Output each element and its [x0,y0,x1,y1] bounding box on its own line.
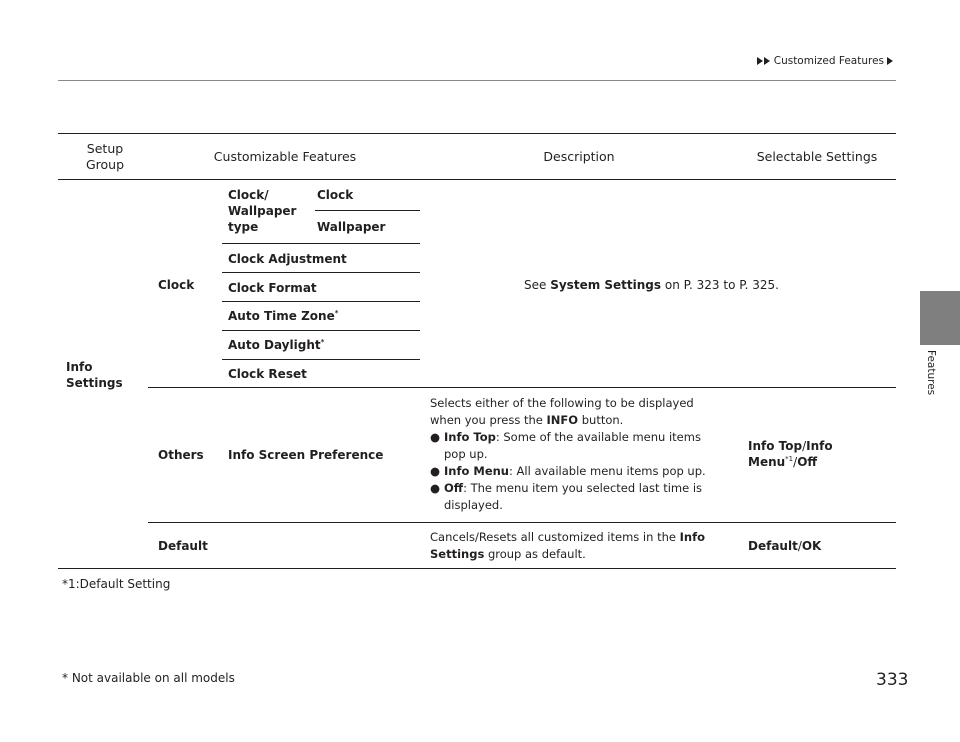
feature-clock-adjustment: Clock Adjustment [228,252,347,266]
group-label: Info Settings [66,360,123,390]
feature-clock: Clock [317,188,354,202]
section-tab [920,291,960,345]
system-settings-link[interactable]: System Settings [550,278,662,292]
section-tab-label: Features [925,350,937,396]
feature-info-screen-preference: Info Screen Preference [228,448,384,462]
list-item: ● Info Menu: All available menu items pop up. [430,464,706,478]
page-number: 333 [876,670,909,690]
clock-description: See System Settings on P. 323 to P. 325. [524,278,779,292]
row-divider [222,359,420,360]
breadcrumb-section[interactable]: Customized Features [773,55,884,67]
table-header-rule [58,179,896,180]
header-customizable-features: Customizable Features [213,149,357,164]
footnote-marker: * [334,309,339,317]
table-top-rule [58,133,896,134]
row-divider [148,522,896,523]
row-divider [148,387,896,388]
bullet-icon: ● [430,430,441,444]
arrow-right-icon [757,57,763,65]
footnote-marker: *1 [785,455,794,463]
list-item: ● Info Top: Some of the available menu items pop up. [430,430,701,461]
others-group-label: Others [158,448,204,462]
row-divider [222,301,420,302]
feature-auto-daylight: Auto Daylight* [228,338,325,352]
feature-clock-reset: Clock Reset [228,367,307,381]
header-description: Description [543,149,615,164]
list-item: ● Off: The menu item you selected last time is displayed. [430,481,703,512]
info-screen-description: Selects either of the following to be displayed when you press the INFO button. ● Info Top: Some of the available menu items pop up. ● Info Menu: All available menu items pop up. ● Off: The menu item you selected last time is displayed. [430,395,730,514]
page-ref-link[interactable]: P. 323 [683,278,720,292]
header-rule [58,80,896,81]
default-settings: Default/OK [748,539,822,553]
info-screen-settings: Info Top/Info Menu$^{*1}$/Off [748,439,833,469]
clock-group-label: Clock [158,278,195,292]
row-divider [222,330,420,331]
breadcrumb [757,55,894,67]
clock-wallpaper-type: Clock/ Wallpaper type [228,188,297,234]
row-divider [315,210,420,211]
default-group-label: Default [158,539,208,553]
models-note: * Not available on all models [62,671,235,685]
page-ref-link[interactable]: P. 325 [739,278,776,292]
feature-clock-format: Clock Format [228,281,317,295]
feature-wallpaper: Wallpaper [317,220,386,234]
arrow-right-icon [764,57,770,65]
row-divider [222,272,420,273]
header-selectable-settings: Selectable Settings [756,149,878,164]
row-divider [222,243,420,244]
arrow-right-icon [887,57,893,65]
bullet-icon: ● [430,464,441,478]
table-bottom-rule [58,568,896,569]
footnote: *1:Default Setting [62,577,171,591]
feature-auto-time-zone: Auto Time Zone* [228,309,339,323]
header-setup-group: Setup Group [85,141,125,172]
default-description: Cancels/Resets all customized items in the Info Settings group as default. [430,530,705,561]
footnote-marker: * [320,338,325,346]
bullet-icon: ● [430,481,441,495]
